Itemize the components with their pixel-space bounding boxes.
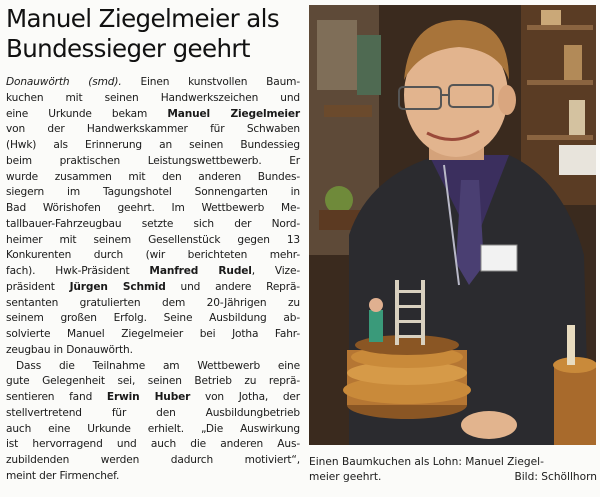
- article-line: [6, 138, 300, 154]
- text-run: zubildenden werden dadurch motiviert“,: [6, 454, 300, 466]
- article-headline: [6, 4, 306, 64]
- text-run: ist hervorragend und auch die anderen Aus-: [6, 438, 300, 451]
- text-run: von Jotha, der: [190, 391, 300, 403]
- article-line: [6, 296, 300, 312]
- photo-illustration: [309, 5, 596, 445]
- article-line: [6, 154, 300, 170]
- article-body: [6, 75, 300, 485]
- photo-credit: Bild: Schöllhorn: [514, 471, 597, 483]
- article-line: [6, 406, 300, 422]
- text-run: präsident: [6, 280, 70, 293]
- article-line: [6, 75, 300, 91]
- person-name: Jürgen Schmid: [69, 280, 166, 293]
- article-line: [6, 453, 300, 469]
- text-run: beim praktischen Leistungswettbewerb. Er: [6, 154, 300, 167]
- text-run: seinem großen Erfolg. Seine Ausbildung ab-: [6, 312, 300, 325]
- text-run: von der Handwerkskammer für Schwaben: [6, 123, 300, 136]
- article-line: [6, 469, 300, 485]
- article-line: [6, 217, 300, 233]
- text-run: siegern im Tagungshotel Sonnengarten in: [6, 186, 300, 199]
- caption-line-2: [309, 470, 597, 485]
- text-run: Konkurenten durch (wir berichteten mehr-: [6, 249, 300, 262]
- text-run: fach). Hwk-Präsident: [6, 265, 150, 277]
- article-line: [6, 185, 300, 201]
- article-line: [6, 390, 300, 406]
- article-line: [6, 327, 300, 343]
- text-run: Bad Wörishofen geehrt. Im Wettbewerb Me-: [6, 202, 300, 214]
- article-line: [6, 91, 300, 107]
- text-run: , Vize-: [251, 265, 301, 277]
- text-run: zeugbau in Donauwörth.: [6, 343, 133, 356]
- photo-caption: [309, 455, 597, 485]
- article-line: [6, 280, 300, 296]
- caption-line-1: Einen Baumkuchen als Lohn: Manuel Ziegel-: [309, 456, 544, 468]
- headline-line-2: Bundessieger geehrt: [6, 34, 250, 63]
- article-line: [6, 233, 300, 249]
- text-run: auch eine Urkunde erhielt. „Die Auswirkung: [6, 422, 300, 435]
- person-name: Manuel Ziegelmeier: [167, 107, 300, 120]
- article-line: [6, 170, 300, 186]
- person-name: Manfred Rudel: [149, 265, 252, 277]
- text-run: kuchen mit seinen Handwerkszeichen und: [6, 91, 300, 104]
- dateline: Donauwörth (smd).: [6, 76, 122, 88]
- article-line: [6, 201, 300, 217]
- text-run: und andere Reprä-: [165, 280, 300, 293]
- text-run: wurde zusammen mit den anderen Bundes-: [6, 170, 300, 183]
- text-run: gute Gelegenheit sei, seinen Betrieb zu reprä-: [6, 375, 300, 388]
- article-line: [6, 264, 300, 280]
- article-line: [6, 374, 300, 390]
- text-run: eine Urkunde bekam: [6, 107, 168, 120]
- text-run: sentieren fand: [6, 391, 107, 403]
- article-line: [6, 311, 300, 327]
- caption-line-2-text: meier geehrt.: [309, 471, 382, 483]
- person-name: Erwin Huber: [106, 391, 191, 403]
- text-run: Dass die Teilnahme am Wettbewerb eine: [16, 359, 300, 372]
- text-run: heimer mit seinem Gesellenstück gegen 13: [6, 233, 300, 246]
- text-run: stellvertretend für den Ausbildungbetrieb: [6, 406, 300, 419]
- article-line: [6, 343, 300, 359]
- text-run: solvierte Manuel Ziegelmeier bei Jotha Fahr-: [6, 328, 300, 340]
- article-line: [6, 248, 300, 264]
- text-run: (Hwk) als Erinnerung an seinen Bundessieg: [6, 139, 300, 151]
- article-line: [6, 107, 300, 123]
- headline-line-1: Manuel Ziegelmeier als: [6, 4, 280, 33]
- article-line: [6, 359, 300, 375]
- text-run: sentanten gratulierten dem 20-Jährigen zu: [6, 296, 300, 309]
- article-line: [6, 122, 300, 138]
- article-line: [6, 422, 300, 438]
- article-line: [6, 437, 300, 453]
- news-photo: [309, 5, 596, 445]
- text-run: meint der Firmenchef.: [6, 469, 120, 482]
- text-run: tallbauer-Fahrzeugbau setzte sich der Nord-: [6, 217, 300, 230]
- text-run: Einen kunstvollen Baum-: [121, 76, 300, 88]
